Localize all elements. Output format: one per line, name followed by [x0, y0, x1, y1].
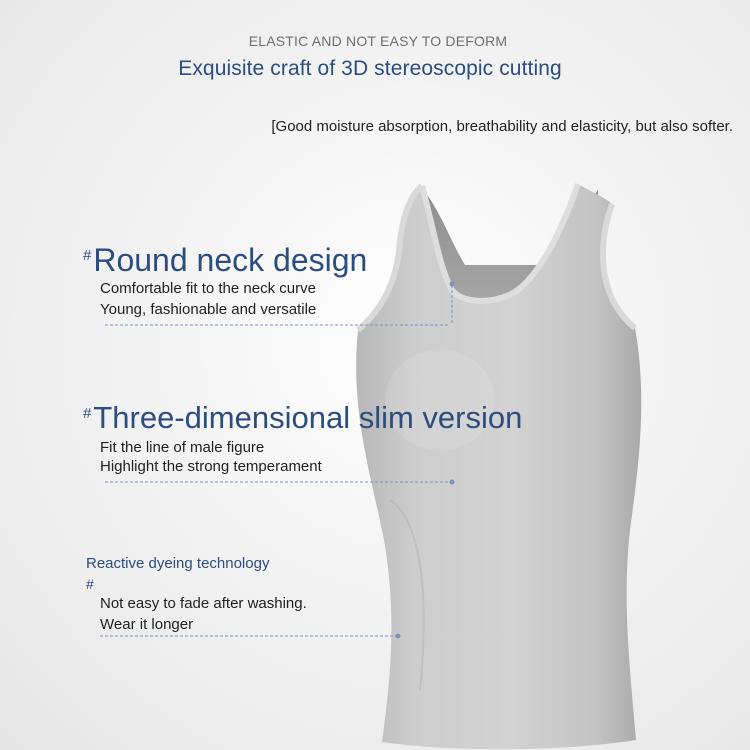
feature-reactive-dyeing-title: Reactive dyeing technology: [86, 555, 270, 572]
header-title: Exquisite craft of 3D stereoscopic cutting: [178, 57, 562, 80]
feature-reactive-dyeing-line-1: Not easy to fade after washing.: [100, 595, 307, 612]
feature-round-neck-line-1: Comfortable fit to the neck curve: [100, 280, 316, 297]
feature-round-neck-title: [83, 242, 367, 279]
hash-icon: #: [86, 576, 94, 592]
feature-slim-version-line-1: Fit the line of male figure: [100, 439, 265, 456]
feature-round-neck-line-2: Young, fashionable and versatile: [100, 301, 317, 318]
hash-icon: #: [83, 247, 92, 264]
feature-slim-version-title: [83, 400, 522, 436]
feature-slim-version-line-2: Highlight the strong temperament: [100, 458, 322, 475]
hash-icon: #: [83, 405, 92, 422]
feature-title-text: Three-dimensional slim version: [93, 400, 523, 435]
feature-reactive-dyeing-line-2: Wear it longer: [100, 616, 194, 633]
header-subtitle: ELASTIC AND NOT EASY TO DEFORM: [248, 33, 508, 49]
header-tagline: [Good moisture absorption, breathability and elasticity, but also softer.: [271, 118, 733, 135]
feature-title-text: Round neck design: [93, 242, 368, 278]
tank-top-icon: [330, 170, 660, 750]
